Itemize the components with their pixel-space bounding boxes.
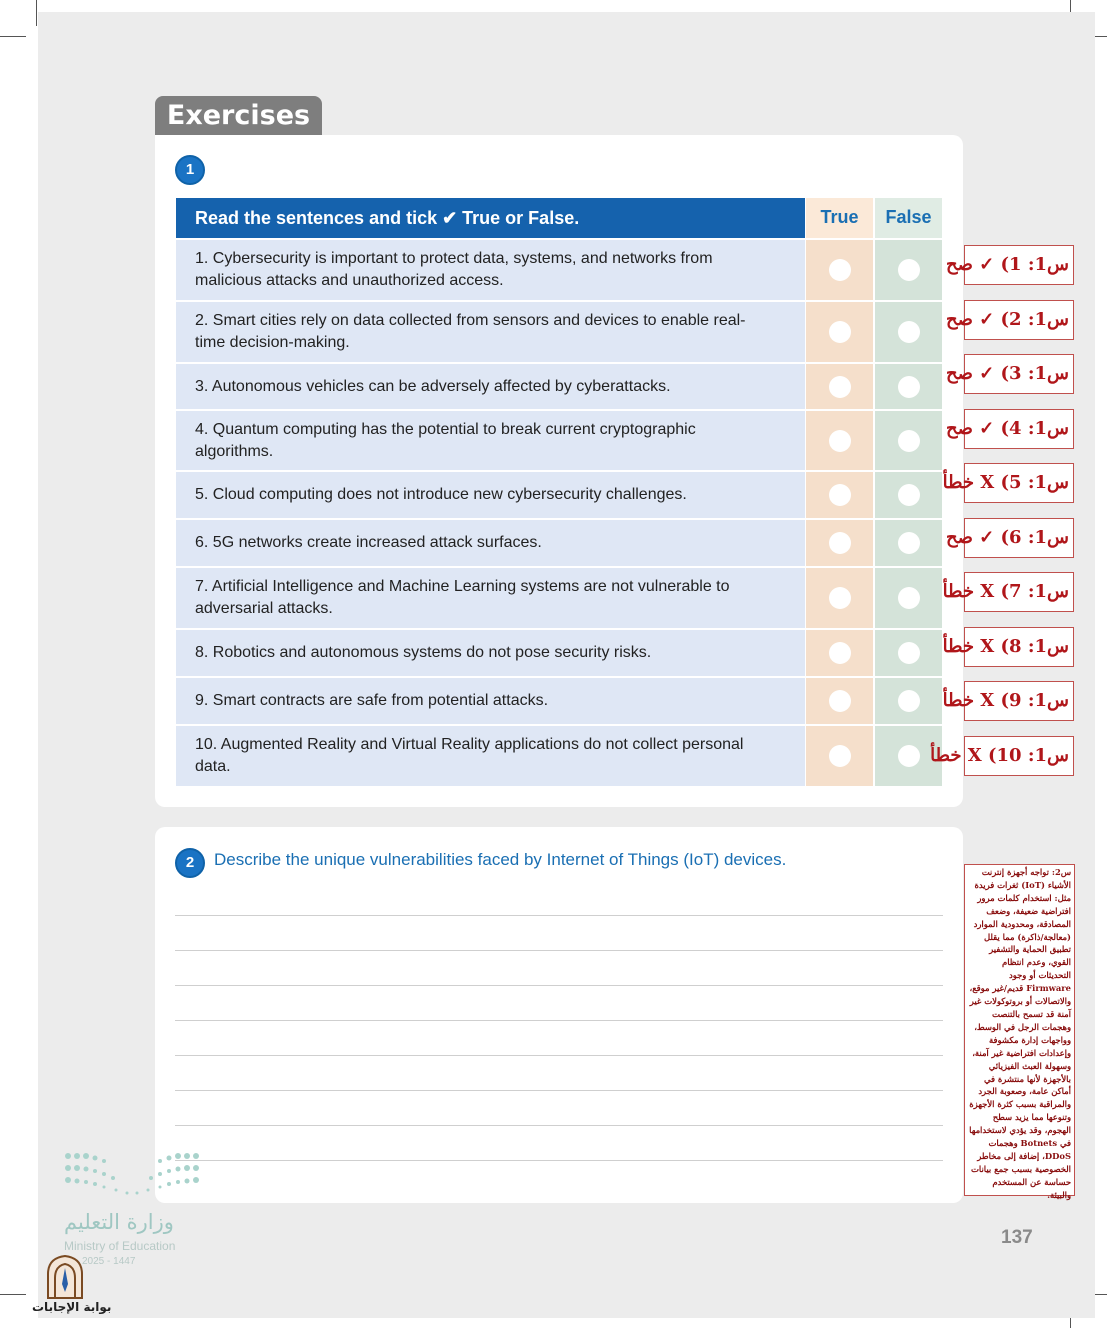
true-radio[interactable] — [829, 321, 851, 343]
statement-row — [176, 411, 942, 470]
exercise-2-card — [155, 827, 963, 1203]
table-instruction-header: Read the sentences and tick ✔ True or False. — [176, 198, 805, 238]
answer-note: س1: 5) X خطأ — [964, 463, 1074, 503]
true-radio[interactable] — [829, 430, 851, 452]
ministry-name-english: Ministry of Education — [64, 1239, 176, 1253]
statement-row — [176, 472, 942, 518]
false-column-header: False — [875, 198, 942, 238]
exercise-number-badge: 1 — [175, 155, 205, 185]
answers-portal-logo-icon — [44, 1254, 86, 1300]
statement-text-cell — [176, 520, 805, 566]
statement-text: 4. Quantum computing has the potential to break current cryptographic algorithms. — [195, 420, 696, 460]
writing-line[interactable] — [175, 1020, 943, 1021]
true-cell — [806, 568, 873, 628]
statement-row — [176, 520, 942, 566]
statement-text: 9. Smart contracts are safe from potential attacks. — [195, 692, 549, 709]
false-radio[interactable] — [898, 376, 920, 398]
statement-row — [176, 240, 942, 300]
crop-mark — [0, 1294, 26, 1295]
writing-line[interactable] — [175, 915, 943, 916]
true-cell — [806, 472, 873, 518]
false-radio[interactable] — [898, 430, 920, 452]
false-radio[interactable] — [898, 321, 920, 343]
ministry-name-arabic: وزارة التعليم — [64, 1210, 174, 1234]
false-cell — [875, 240, 942, 300]
statement-text-cell — [176, 411, 805, 470]
true-cell — [806, 520, 873, 566]
false-cell — [875, 411, 942, 470]
true-cell — [806, 364, 873, 409]
false-cell — [875, 520, 942, 566]
false-radio[interactable] — [898, 259, 920, 281]
exercise-2-answer-note: س2: تواجه أجهزة إنترنت الأشياء (IoT) ثغرات فريدة مثل: استخدام كلمات مرور افتراضية ضعيفة، وضعف المصادقة، ومحدودية الموارد (معالجة/ذاكرة) مما يقلل تطبيق الحماية والتشفير القوي، وعدم انتظام التحديثات أو وجود Firmware قديم/غير موقع، والاتصالات أو بروتوكولات غير آمنة قد تسمح بالتنصت وهجمات الرجل في الوسط، وواجهات إدارة مكشوفة وإعدادات افتراضية غير آمنة، وسهولة العبث الفيزيائي بالأجهزة لأنها منتشرة في أماكن عامة، وصعوبة الجرد والمراقبة بسبب كثرة الأجهزة وتنوعها مما يزيد سطح الهجوم، وقد يؤدي لاستخدامها في Botnets وهجمات DDoS، إضافة إلى مخاطر الخصوصية بسبب جمع بيانات حساسة عن المستخدم والبيئة. — [964, 864, 1075, 1196]
false-radio[interactable] — [898, 484, 920, 506]
statement-text: 7. Artificial Intelligence and Machine Learning systems are not vulnerable to adversarial attacks. — [195, 578, 730, 617]
false-cell — [875, 568, 942, 628]
true-cell — [806, 630, 873, 676]
statement-text-cell — [176, 726, 805, 786]
statement-row — [176, 364, 942, 409]
statement-row — [176, 302, 942, 362]
false-cell — [875, 302, 942, 362]
answer-note: س1: 10) X خطأ — [964, 736, 1074, 776]
false-radio[interactable] — [898, 642, 920, 664]
true-cell — [806, 240, 873, 300]
answers-portal-name: بوابة الإجابات — [32, 1300, 112, 1314]
statement-text-cell — [176, 302, 805, 362]
writing-line[interactable] — [175, 950, 943, 951]
ministry-logo-dots-icon — [64, 1152, 200, 1198]
true-cell — [806, 726, 873, 786]
writing-line[interactable] — [175, 985, 943, 986]
statement-text-cell — [176, 240, 805, 300]
statement-text: 6. 5G networks create increased attack surfaces. — [195, 534, 542, 551]
true-cell — [806, 678, 873, 724]
statement-row — [176, 678, 942, 724]
false-cell — [875, 364, 942, 409]
crop-mark — [36, 0, 37, 26]
statement-row — [176, 726, 942, 786]
statement-text: 2. Smart cities rely on data collected from sensors and devices to enable real-time decision-making. — [195, 312, 746, 351]
statement-text: 5. Cloud computing does not introduce new cybersecurity challenges. — [195, 486, 687, 503]
false-radio[interactable] — [898, 745, 920, 767]
section-tab: Exercises — [155, 96, 322, 136]
answer-note: س1: 8) X خطأ — [964, 627, 1074, 667]
answer-note: س1: 9) X خطأ — [964, 681, 1074, 721]
false-radio[interactable] — [898, 690, 920, 712]
true-radio[interactable] — [829, 745, 851, 767]
statement-text-cell — [176, 364, 805, 409]
true-radio[interactable] — [829, 532, 851, 554]
page-number: 137 — [1001, 1227, 1033, 1248]
answer-note: س1: 6) ✓ صح — [964, 518, 1074, 558]
answer-note: س1: 3) ✓ صح — [964, 354, 1074, 394]
true-radio[interactable] — [829, 259, 851, 281]
false-cell — [875, 678, 942, 724]
writing-line[interactable] — [175, 1125, 943, 1126]
writing-line[interactable] — [175, 1055, 943, 1056]
statement-text-cell — [176, 568, 805, 628]
false-radio[interactable] — [898, 532, 920, 554]
statement-row — [176, 568, 942, 628]
answer-note: س1: 1) ✓ صح — [964, 245, 1074, 285]
false-cell — [875, 630, 942, 676]
true-radio[interactable] — [829, 587, 851, 609]
answer-note: س1: 4) ✓ صح — [964, 409, 1074, 449]
false-cell — [875, 472, 942, 518]
ministry-years: 2025 - 1447 — [82, 1256, 136, 1267]
answer-note: س1: 2) ✓ صح — [964, 300, 1074, 340]
answer-note: س1: 7) X خطأ — [964, 572, 1074, 612]
statement-text: 10. Augmented Reality and Virtual Reality applications do not collect personal data. — [195, 736, 744, 775]
statement-text: 3. Autonomous vehicles can be adversely affected by cyberattacks. — [195, 377, 671, 395]
true-radio[interactable] — [829, 376, 851, 398]
statement-text: 1. Cybersecurity is important to protect data, systems, and networks from malicious attacks and unauthorized access. — [195, 250, 713, 289]
true-radio[interactable] — [829, 642, 851, 664]
statement-text-cell — [176, 630, 805, 676]
statement-row — [176, 630, 942, 676]
true-radio[interactable] — [829, 690, 851, 712]
statement-text-cell — [176, 678, 805, 724]
crop-mark — [0, 36, 26, 37]
exercise-2-question: Describe the unique vulnerabilities faced by Internet of Things (IoT) devices. — [214, 850, 787, 869]
true-column-header: True — [806, 198, 873, 238]
true-cell — [806, 411, 873, 470]
true-cell — [806, 302, 873, 362]
writing-line[interactable] — [175, 1090, 943, 1091]
exercise-number-badge: 2 — [175, 848, 205, 878]
writing-line[interactable] — [175, 1160, 943, 1161]
false-radio[interactable] — [898, 587, 920, 609]
statement-text: 8. Robotics and autonomous systems do not pose security risks. — [195, 644, 652, 661]
statement-text-cell — [176, 472, 805, 518]
true-radio[interactable] — [829, 484, 851, 506]
